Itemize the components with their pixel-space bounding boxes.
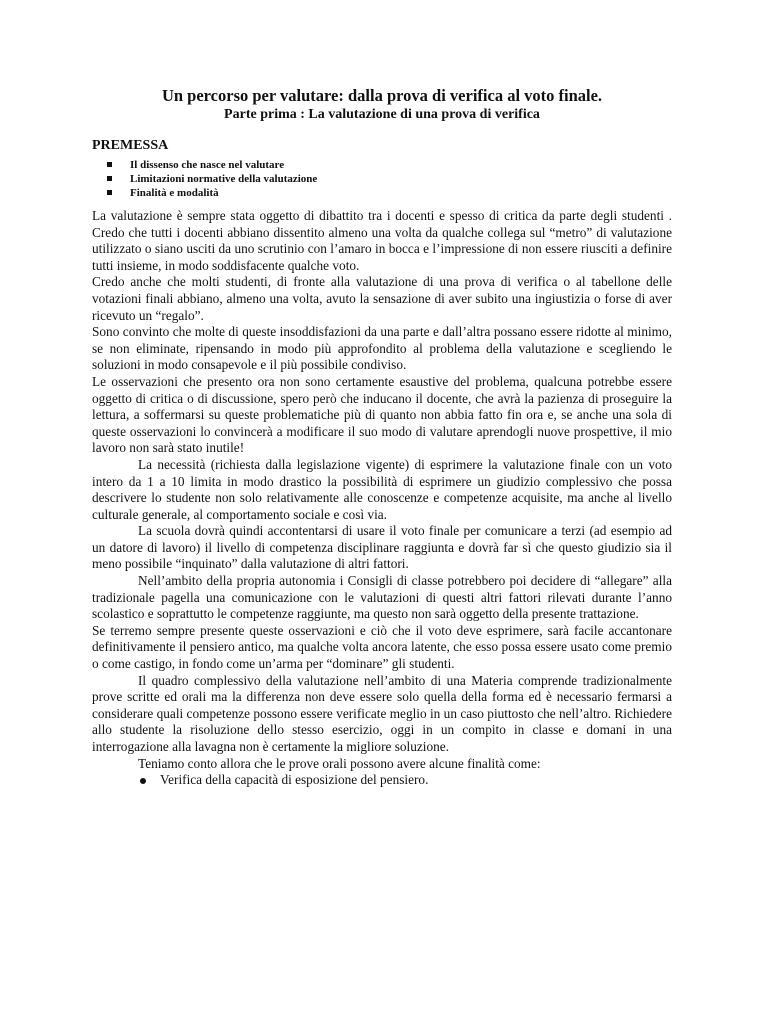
section-topic-list	[92, 158, 672, 200]
section-heading: PREMESSA	[92, 138, 169, 153]
topic-list-item: Limitazioni normative della valutazione	[92, 172, 672, 186]
document-subtitle: Parte prima : La valutazione di una prova di verifica	[224, 107, 540, 122]
body-paragraph: Se terremo sempre presente queste osservazioni e ciò che il voto deve esprimere, sarà facile accantonare definitivamente il pensiero antico, ma qualche volta ancora latente, che esso possa essere usato come premio o come castigo, in fondo come un’arma per “dominare” gli studenti.	[92, 622, 672, 672]
round-bullet-icon	[140, 778, 146, 784]
document-title: Un percorso per valutare: dalla prova di verifica al voto finale.	[161, 86, 603, 105]
body-paragraph: Nell’ambito della propria autonomia i Consigli di classe potrebbero poi decidere di “allegare” alla tradizionale pagella una comunicazione con le valutazioni di questi altri fattori rilevati durante l’anno scolastico e soprattutto le competenze raggiunte, ma questo non sarà oggetto della presente trattazione.	[92, 573, 672, 622]
square-bullet-icon	[107, 162, 112, 167]
body-paragraph: La scuola dovrà quindi accontentarsi di usare il voto finale per comunicare a terzi (ad esempio ad un datore di lavoro) il livello di competenza disciplinare raggiunta e dovrà far sì che questo giudizio sia il meno possibile “inquinato” dalla valutazione di altri fattori.	[92, 523, 672, 572]
body-paragraph: La necessità (richiesta dalla legislazione vigente) di esprimere la valutazione finale con un voto intero da 1 a 10 limita in modo drastico la possibilità di esprimere un giudizio complessivo che possa descrivere lo studente non solo relativamente alle conoscenze e competenze acquisite, ma anche al livello culturale generale, al comportamento sociale e così via.	[92, 456, 672, 522]
topic-list-item: Il dissenso che nasce nel valutare	[92, 158, 672, 172]
body-paragraph: Credo anche che molti studenti, di fronte alla valutazione di una prova di verifica o al tabellone delle votazioni finali abbiano, almeno una volta, avuto la sensazione di aver subito una ingiustizia o forse di aver ricevuto un “regalo”.	[92, 274, 672, 323]
topic-list-item: Finalità e modalità	[92, 186, 672, 200]
square-bullet-icon	[107, 190, 112, 195]
bullet-list	[92, 772, 672, 789]
square-bullet-icon	[107, 176, 112, 181]
body-paragraph: Le osservazioni che presento ora non sono certamente esaustive del problema, qualcuna potrebbe essere oggetto di critica o di discussione, spero però che inducano il docente, che avrà la pazienza di proseguire la lettura, a soffermarsi su queste problematiche più di quanto non abbia fatto fin ora e, se anche una sola di queste osservazioni lo convincerà a modificare il suo modo di valutare aprendogli nuove prospettive, il mio lavoro non sarà stato inutile!	[92, 373, 672, 456]
document-page	[92, 86, 672, 789]
body-paragraph: Il quadro complessivo della valutazione nell’ambito di una Materia comprende tradizionalmente prove scritte ed orali ma la differenza non deve essere solo quella della forma ed è necessario fermarsi a considerare quali competenze possono essere verificate meglio in un caso piuttosto che nell’altro. Richiedere allo studente la risoluzione dello stesso esercizio, oggi in un compito in classe e domani in una interrogazione alla lavagna non è certamente la migliore soluzione.	[92, 672, 672, 754]
body-paragraph: Sono convinto che molte di queste insoddisfazioni da una parte e dall’altra possano essere ridotte al minimo, se non eliminate, ripensando in modo più approfondito al problema della valutazione e scegliendo le soluzioni in modo consapevole e il più possibile condiviso.	[92, 324, 672, 373]
bullet-list-item: Verifica della capacità di esposizione del pensiero.	[92, 772, 672, 789]
body-paragraph: La valutazione è sempre stata oggetto di dibattito tra i docenti e spesso di critica da parte degli studenti . Credo che tutti i docenti abbiano dissentito almeno una volta da qualche collega sul “metro” di valutazione utilizzato o siano usciti da uno scrutinio con l’amaro in bocca e l’impressione di non essere riusciti a definire tutti insieme, in modo soddisfacente qualche voto.	[92, 208, 672, 273]
body-paragraph: Teniamo conto allora che le prove orali possono avere alcune finalità come:	[138, 755, 541, 771]
